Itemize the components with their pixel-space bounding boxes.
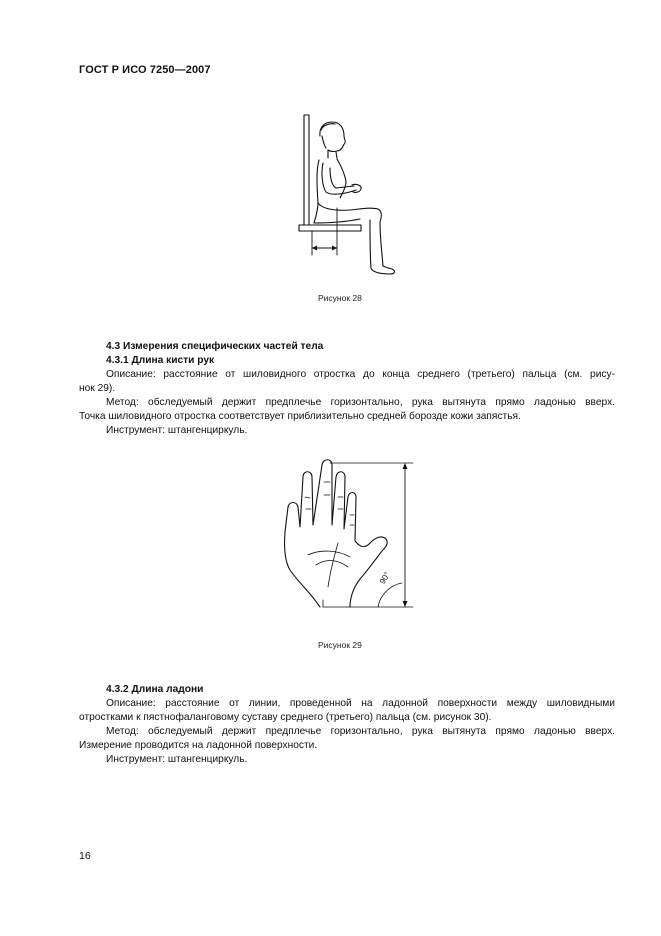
figure-29-hand-illustration — [268, 457, 418, 617]
page-number: 16 — [79, 850, 91, 862]
paragraph-description-4-3-2-line2: отростками к пястнофаланговому суставу среднего (третьего) пальца (см. рисунок 30). — [79, 712, 492, 723]
figure-28-seated-person-illustration — [290, 108, 410, 283]
figure-29-caption: Рисунок 29 — [318, 640, 362, 650]
paragraph-description-4-3-1-line2: нок 29). — [79, 383, 116, 394]
paragraph-method-4-3-2-line1: Метод: обследуемый держит предплечье горизонтально, рука вытянута прямо ладонью вверх. — [106, 726, 615, 737]
paragraph-method-4-3-1-line1: Метод: обследуемый держит предплечье горизонтально, рука вытянута прямо ладонью вверх. — [106, 397, 615, 408]
subsection-4-3-2-title: 4.3.2 Длина ладони — [106, 684, 204, 695]
section-4-3-title: 4.3 Измерения специфических частей тела — [106, 341, 324, 352]
angle-label: 90° — [378, 570, 392, 586]
document-header: ГОСТ Р ИСО 7250—2007 — [79, 64, 211, 76]
paragraph-description-4-3-2-line1: Описание: расстояние от линии, проведенной на ладонной поверхности между шиловидными — [106, 698, 615, 709]
paragraph-method-4-3-1-line2: Точка шиловидного отростка соответствует приблизительно средней борозде кожи запястья. — [79, 411, 521, 422]
paragraph-instrument-4-3-2: Инструмент: штангенциркуль. — [106, 754, 248, 765]
figure-28-caption: Рисунок 28 — [318, 293, 362, 303]
paragraph-description-4-3-1-line1: Описание: расстояние от шиловидного отростка до конца среднего (третьего) пальца (см. рису- — [106, 369, 615, 380]
paragraph-method-4-3-2-line2: Измерение проводится на ладонной поверхности. — [79, 740, 318, 751]
subsection-4-3-1-title: 4.3.1 Длина кисти рук — [106, 355, 215, 366]
paragraph-instrument-4-3-1: Инструмент: штангенциркуль. — [106, 425, 248, 436]
